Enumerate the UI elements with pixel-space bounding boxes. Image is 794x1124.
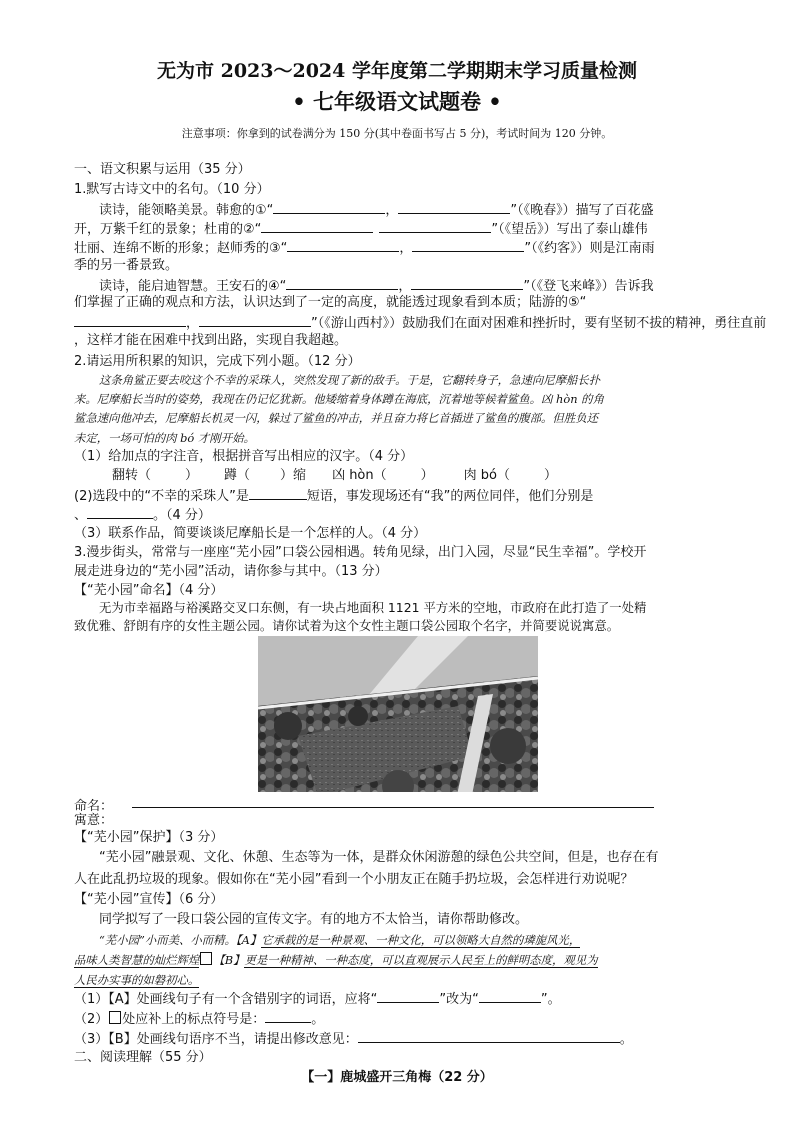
promo-text2: 品味人类智慧的灿烂辉煌 【B】更是一种精神、一种态度，可以直观展示人民至上的鲜明态度，观见为 — [74, 953, 598, 967]
q2-sub3: （3）联系作品，简要谈谈尼摩船长是一个怎样的人。（4 分） — [74, 525, 427, 541]
protect-heading: 【“芜小园”保护】（3 分） — [74, 830, 224, 845]
park-photo-graphic — [258, 636, 538, 792]
correct-word-blank[interactable] — [479, 988, 541, 1003]
box-symbol — [109, 1011, 121, 1024]
naming-heading: 【“芜小园”命名】（4 分） — [74, 583, 224, 599]
q3-title-line2: 展走进身边的“芜小园”活动，请你参与其中。（13 分） — [74, 564, 388, 579]
q1-p1-line1: 读诗，能领略美景。韩愈的①“ ， ”（《晚春》）描写了百花盛 — [99, 199, 747, 221]
q2-passage-line4: 未定，一场可怕的肉 bó 才刚开始。 — [74, 430, 255, 445]
exam-notice: 注意事项：你拿到的试卷满分为 150 分(其中卷面书写占 5 分)，考试时间为 120 分钟。 — [181, 127, 613, 140]
promo-line1: 同学拟写了一段口袋公园的宣传文字。有的地方不太恰当，请你帮助修改。 — [99, 912, 529, 927]
answer-blank-2b[interactable] — [379, 218, 491, 233]
q1-p1-line4: 季的另一番景致。 — [74, 257, 179, 273]
exam-title: 无为市 2023～2024 学年度第二学期期末学习质量检测 — [157, 60, 637, 82]
answer-blank-3b[interactable] — [412, 237, 524, 252]
q2-sub2-line1: (2)选段中的“不幸的采珠人”是 短语，事发现场还有“我”的两位同伴，他们分别是 — [74, 485, 722, 507]
q1-p1-line2: 开，万紫千红的景象；杜甫的②“ ”（《望岳》）写出了泰山雄伟 — [74, 218, 722, 240]
q2-passage-line3: 鲨急速向他冲去，尼摩船长机灵一闪，躲过了鲨鱼的冲击，并且奋力将匕首插进了鲨鱼的腹部。但胜负还 — [74, 411, 598, 426]
promo-text1: “芜小园”小而美、小而精。【A】它承载的是一种景观、一种文化，可以领略大自然的璘旎风光， — [99, 933, 581, 947]
wrong-word-blank[interactable] — [377, 988, 439, 1003]
q2-sub2-line2: 、 。（4 分） — [74, 504, 722, 526]
promo-sub3: （3）【B】处画线句语序不当，请提出修改意见： 。 — [74, 1028, 722, 1050]
answer-blank-1a[interactable] — [273, 199, 385, 214]
answer-blank-5a[interactable] — [74, 312, 186, 327]
promo-sub1: （1）【A】处画线句子有一个含错别字的词语，应将“ ”改为“ ”。 — [74, 988, 722, 1010]
q2-sub1: （1）给加点的字注音，根据拼音写出相应的汉字。（4 分） — [74, 448, 414, 464]
protect-line1: “芜小园”融景观、文化、休憩、生态等为一体，是群众休闲游憩的绿色公共空间，但是，也存在有 — [99, 850, 659, 865]
q2-passage-line1: 这条角鲨正要去咬这个不幸的采珠人，突然发现了新的敌手。于是，它翻转身子，急速向尼摩船长扑 — [99, 373, 601, 387]
companion-blank[interactable] — [87, 504, 153, 519]
q1-p2-line4: ，这样才能在困难中找到出路，实现自我超越。 — [74, 333, 348, 349]
q1-p2-line3: ， ”（《游山西村》）鼓励我们在面对困难和挫折时，要有坚韧不拔的精神，勇往直前 — [74, 312, 722, 334]
q2-passage-line2: 来。尼摩船长当时的姿势，我现在仍记忆犹新。他矮缩着身体蹲在海底，沉着地等候着鲨鱼。凶 hòn 的角 — [74, 392, 604, 407]
phrase-type-blank[interactable] — [249, 485, 307, 500]
section2-heading: 二、阅读理解（55 分） — [74, 1050, 212, 1065]
naming-line1: 无为市幸福路与裕溪路交叉口东侧，有一块占地面积 1121 平方米的空地，市政府在此打造了一处精 — [99, 600, 647, 615]
exam-subtitle: • 七年级语文试题卷 • — [292, 89, 502, 114]
name-answer-line[interactable] — [132, 807, 654, 808]
q1-p1-line3: 壮丽、连绵不断的形象；赵师秀的③“ ， ”（《约客》）则是江南雨 — [74, 237, 722, 259]
q3-title: 3.漫步街头，常常与一座座“芜小园”口袋公园相遇。转角见绿，出门入园，尽显“民生幸福”。学校开 — [74, 544, 647, 560]
section1-heading: 一、语文积累与运用（35 分） — [74, 162, 251, 177]
naming-line2: 致优雅、舒朗有序的女性主题公园。请你试着为这个女性主题口袋公园取个名字，并简要说说寓意。 — [74, 618, 620, 633]
answer-blank-4a[interactable] — [286, 275, 398, 290]
answer-blank-1b[interactable] — [398, 199, 510, 214]
park-aerial-photo — [258, 636, 538, 792]
answer-blank-3a[interactable] — [287, 237, 399, 252]
q2-title: 2.请运用所积累的知识，完成下列小题。（12 分） — [74, 354, 361, 369]
protect-line2: 人在此乱扔垃圾的现象。假如你在“芜小园”看到一个小朋友正在随手扔垃圾，会怎样进行劝说呢？ — [74, 872, 634, 887]
q2-sub1-items: 翻转（ ） 蹲（ ）缩 凶 hòn（ ） 肉 bó（ ） — [112, 468, 558, 483]
reading-part-title: 【一】鹿城盛开三角梅（22 分） — [301, 1070, 493, 1085]
answer-blank-2a[interactable] — [261, 218, 373, 233]
answer-blank-5b[interactable] — [199, 312, 311, 327]
meaning-label: 寓意： — [74, 813, 114, 828]
word-order-blank[interactable] — [358, 1028, 620, 1043]
promo-heading: 【“芜小园”宣传】（6 分） — [74, 892, 224, 907]
q1-p2-line1: 读诗，能启迪智慧。王安石的④“ ， ”（《登飞来峰》）告诉我 — [99, 275, 747, 297]
q1-title: 1.默写古诗文中的名句。（10 分） — [74, 182, 270, 197]
name-label: 命名： — [74, 799, 114, 814]
answer-blank-4b[interactable] — [411, 275, 523, 290]
punctuation-answer-blank[interactable] — [265, 1008, 311, 1023]
punctuation-box[interactable] — [200, 952, 212, 965]
promo-sub2: （2） 处应补上的标点符号是： 。 — [74, 1008, 722, 1030]
q1-p2-line2: 们掌握了正确的观点和方法，认识达到了一定的高度，就能透过现象看到本质；陆游的⑤“ — [74, 295, 587, 311]
promo-text3: 人民办实事的如磐初心。 — [74, 973, 200, 987]
